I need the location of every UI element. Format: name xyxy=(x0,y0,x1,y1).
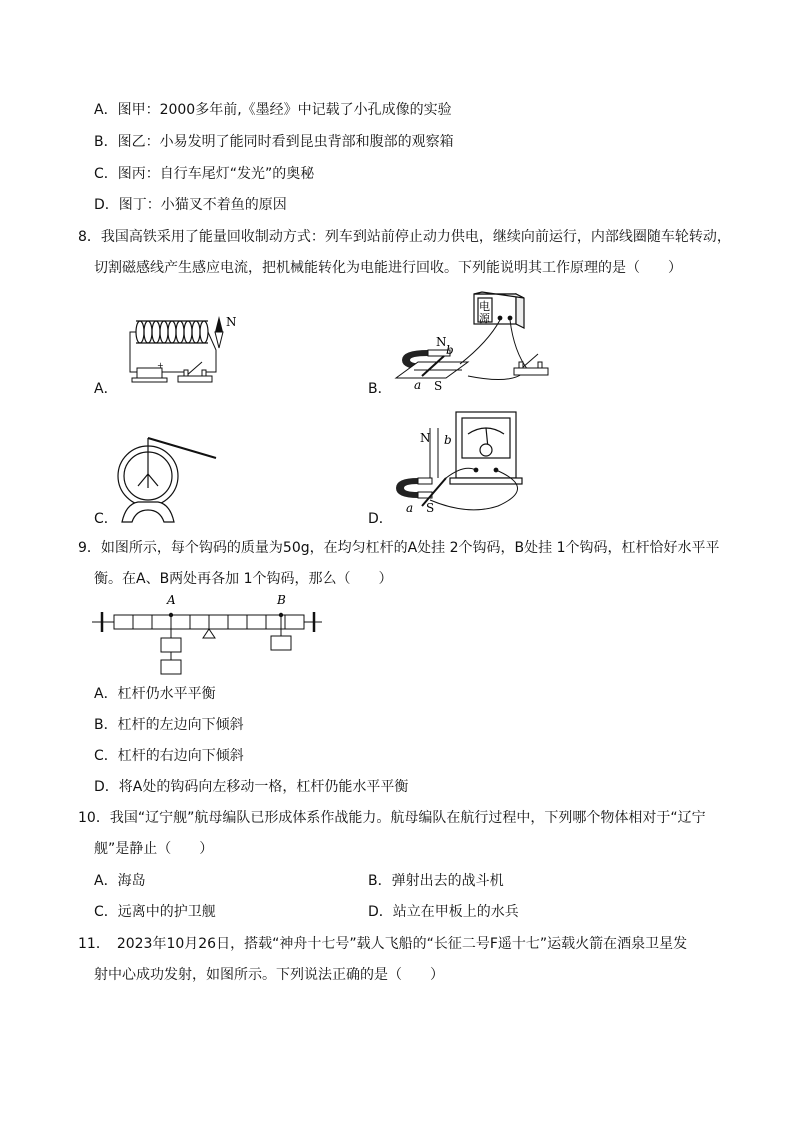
u-magnet xyxy=(396,478,432,498)
q11-stem-line2: 射中心成功发射，如图所示。下列说法正确的是（ ） xyxy=(94,967,444,983)
lever-bar xyxy=(114,615,304,629)
q9-option-c: C．杠杆的右边向下倾斜 xyxy=(94,748,244,764)
q7-option-c: C．图丙：自行车尾灯“发光”的奥秘 xyxy=(94,166,315,182)
q8-stem-line2: 切割磁感线产生感应电流，把机械能转化为电能进行回收。下列能说明其工作原理的是（ ） xyxy=(94,260,682,276)
q10-stem-line2: 舰”是静止（ ） xyxy=(94,841,214,857)
q8-figure-d xyxy=(388,408,558,518)
q8-figure-a xyxy=(112,310,242,400)
pole-n-label: N xyxy=(436,335,447,349)
point-b-label: B xyxy=(277,593,286,607)
galvanometer xyxy=(450,412,522,484)
supply-label-2: 源 xyxy=(479,312,490,325)
q8-figure-b xyxy=(388,292,568,392)
fulcrum xyxy=(203,629,215,638)
end-b-label: b xyxy=(446,343,454,357)
battery xyxy=(132,368,167,382)
pole-n-label: N xyxy=(226,315,237,329)
q9-stem-line2: 衡。在A、B两处再各加 1个钩码，那么（ ） xyxy=(94,571,393,587)
switch xyxy=(514,354,548,375)
q9-lever-figure xyxy=(92,590,332,680)
q10-option-b: B．弹射出去的战斗机 xyxy=(368,873,504,889)
q9-stem-line1: 9．如图所示，每个钩码的质量为50g，在均匀杠杆的A处挂 2个钩码，B处挂 1个钩码，杠杆恰好水平平 xyxy=(78,540,720,556)
end-b-label: b xyxy=(444,433,452,447)
q9-option-b: B．杠杆的左边向下倾斜 xyxy=(94,717,244,733)
q9-option-a: A．杠杆仍水平平衡 xyxy=(94,686,216,702)
q7-option-a: A．图甲：2000多年前,《墨经》中记载了小孔成像的实验 xyxy=(94,102,452,118)
pole-s-label: S xyxy=(426,501,435,515)
q8-label-c: C． xyxy=(94,511,118,527)
q10-stem-line1: 10．我国“辽宁舰”航母编队已形成体系作战能力。航母编队在航行过程中，下列哪个物体相对于“辽宁 xyxy=(78,810,706,826)
q8-figure-c xyxy=(112,428,232,528)
q9-option-d: D．将A处的钩码向左移动一格，杠杆仍能水平平衡 xyxy=(94,779,409,795)
q8-label-a: A． xyxy=(94,381,118,397)
point-a-label: A xyxy=(167,593,176,607)
q8-label-d: D． xyxy=(368,511,393,527)
svg-text:+: + xyxy=(157,361,164,370)
pole-s-label: S xyxy=(434,379,443,393)
end-a-label: a xyxy=(414,378,422,392)
compass-needle xyxy=(215,316,223,348)
q7-option-b: B．图乙：小易发明了能同时看到昆虫背部和腹部的观察箱 xyxy=(94,134,454,150)
end-a-label: a xyxy=(406,501,414,515)
solenoid-coil xyxy=(136,321,208,343)
q11-stem-line1: 11． 2023年10月26日，搭载“神舟十七号”载人飞船的“长征二号F遥十七”运载火箭在酒泉卫星发 xyxy=(78,936,688,952)
q10-option-c: C．远离中的护卫舰 xyxy=(94,904,216,920)
pole-n-label: N xyxy=(420,431,431,445)
q10-option-a: A．海岛 xyxy=(94,873,146,889)
q10-option-d: D．站立在甲板上的水兵 xyxy=(368,904,519,920)
q8-label-b: B． xyxy=(368,381,392,397)
q7-option-d: D．图丁：小猫叉不着鱼的原因 xyxy=(94,197,287,213)
q8-stem-line1: 8．我国高铁采用了能量回收制动方式：列车到站前停止动力供电，继续向前运行，内部线圈随车轮转动， xyxy=(78,229,731,245)
supply-label-1: 电 xyxy=(479,300,490,313)
